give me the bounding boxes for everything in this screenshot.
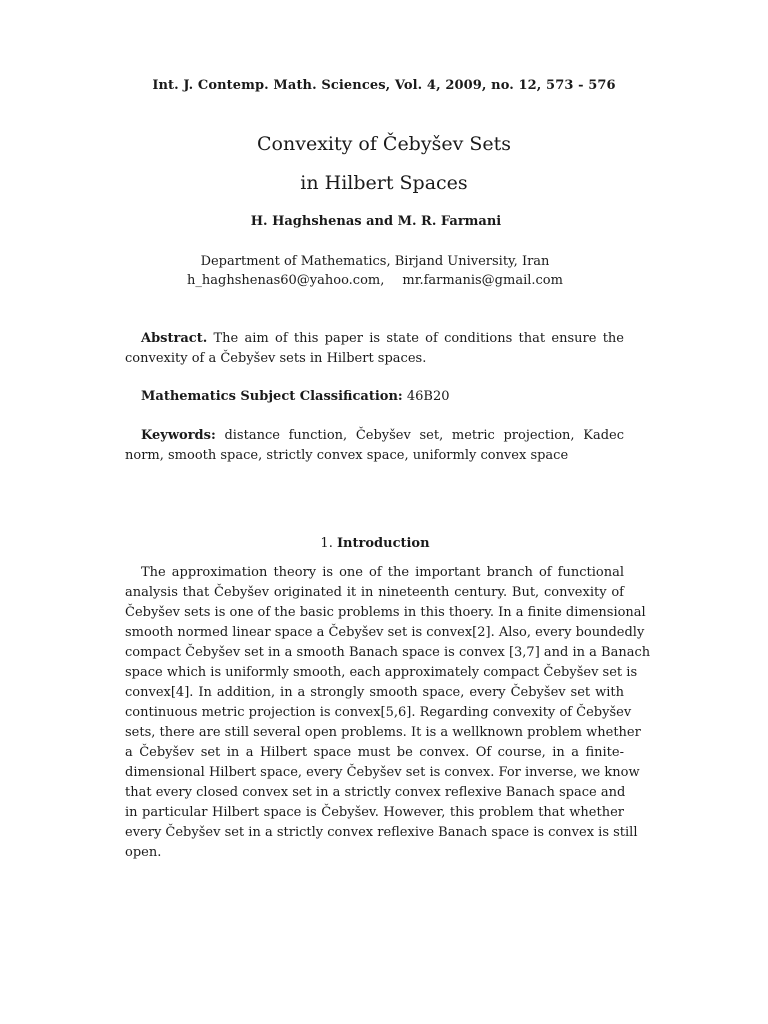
intro-line: open. bbox=[125, 845, 162, 860]
authors: H. Haghshenas and M. R. Farmani bbox=[250, 214, 502, 229]
intro-line: sets, there are still several open problems. It is a wellknown problem whether bbox=[125, 725, 641, 740]
keywords-label: Keywords: bbox=[141, 428, 216, 443]
intro-line: in particular Hilbert space is Čebyšev. However, this problem that whether bbox=[125, 805, 624, 820]
intro-line: The approximation theory is one of the important branch of functional bbox=[141, 565, 624, 580]
intro-line: Čebyšev sets is one of the basic problems in this thoery. In a finite dimensional bbox=[125, 605, 646, 620]
msc-label: Mathematics Subject Classification: bbox=[141, 389, 403, 404]
section-number: 1. bbox=[320, 536, 333, 551]
keywords bbox=[125, 426, 624, 466]
intro-line: analysis that Čebyšev originated it in nineteenth century. But, convexity of bbox=[125, 585, 624, 600]
abstract-label: Abstract. bbox=[141, 331, 208, 346]
intro-line: dimensional Hilbert space, every Čebyšev set is convex. For inverse, we know bbox=[125, 765, 640, 780]
intro-line: a Čebyšev set in a Hilbert space must be convex. Of course, in a finite- bbox=[125, 745, 624, 760]
intro-line: every Čebyšev set in a strictly convex reflexive Banach space is convex is still bbox=[125, 825, 638, 840]
abstract-text: The aim of this paper is state of conditions that ensure the convexity of a Čebyšev sets in Hilbert spaces. bbox=[125, 331, 624, 366]
email-1: h_haghshenas60@yahoo.com, bbox=[187, 273, 385, 288]
section-heading bbox=[0, 536, 750, 551]
author-emails bbox=[0, 273, 750, 288]
paper-title-line-2: in Hilbert Spaces bbox=[300, 172, 468, 194]
intro-line: convex[4]. In addition, in a strongly smooth space, every Čebyšev set with bbox=[125, 685, 624, 700]
email-2: mr.farmanis@gmail.com bbox=[402, 273, 563, 288]
keywords-text: distance function, Čebyšev set, metric projection, Kadec norm, smooth space, strictly convex space, uniformly convex space bbox=[125, 428, 624, 463]
journal-header: Int. J. Contemp. Math. Sciences, Vol. 4, 2009, no. 12, 573 - 576 bbox=[152, 78, 616, 93]
affiliation: Department of Mathematics, Birjand University, Iran bbox=[200, 254, 550, 269]
subject-classification bbox=[125, 387, 624, 407]
intro-line: continuous metric projection is convex[5,6]. Regarding convexity of Čebyšev bbox=[125, 705, 632, 720]
msc-value: 46B20 bbox=[406, 389, 450, 404]
intro-line: compact Čebyšev set in a smooth Banach space is convex [3,7] and in a Banach bbox=[125, 645, 651, 660]
abstract bbox=[125, 329, 624, 369]
intro-line: space which is uniformly smooth, each approximately compact Čebyšev set is bbox=[125, 665, 638, 680]
intro-line: that every closed convex set in a strictly convex reflexive Banach space and bbox=[125, 785, 626, 800]
section-title: Introduction bbox=[336, 536, 430, 551]
intro-line: smooth normed linear space a Čebyšev set is convex[2]. Also, every boundedly bbox=[125, 625, 645, 640]
paper-title-line-1: Convexity of Čebyšev Sets bbox=[257, 133, 511, 155]
introduction-paragraph bbox=[125, 563, 651, 863]
